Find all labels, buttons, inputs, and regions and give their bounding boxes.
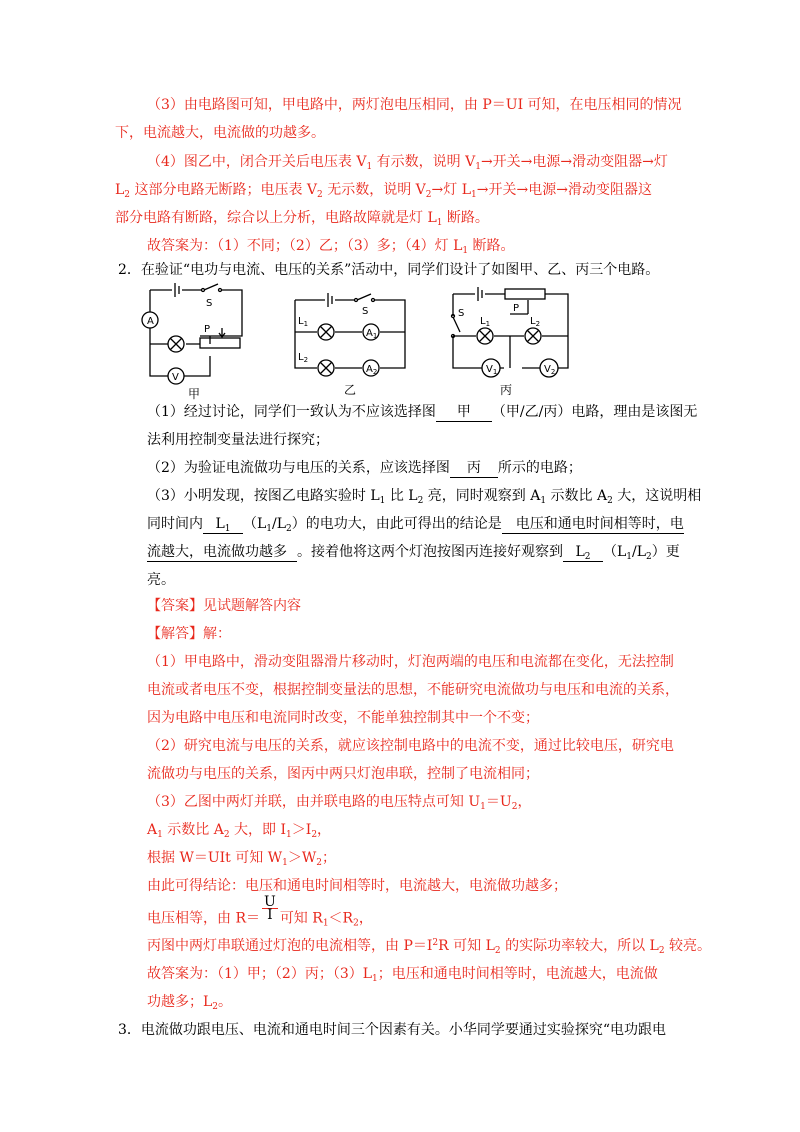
circuit-bing: [452, 287, 569, 397]
figure-label-yi: 乙: [344, 383, 357, 397]
solution-line: 流做功与电压的关系，图丙中两只灯泡串联，控制了电流相同；: [147, 766, 539, 782]
question-line: 流越大，电流做功越多 。接着他将这两个灯泡按图丙连接好观察到 $L_2$ $(L_1/L_2)$更: [147, 544, 680, 562]
answer-blank: $L_2$: [563, 543, 603, 562]
answer-tag: 【答案】见试题解答内容: [147, 598, 301, 614]
svg-text:P: P: [204, 324, 211, 335]
svg-text:V1: $V_1$: [486, 364, 498, 376]
solution-line: 下，电流越大，电流做的功越多。: [115, 125, 325, 141]
solution-line: 电压相等，由 R＝ $\frac{U}{I}$ 可知 $R_1<R_2$，: [147, 894, 373, 929]
solution-line: 由此可得结论：电压和通电时间相等时，电流越大，电流做功越多；: [147, 878, 567, 894]
circuit-jia: [142, 283, 242, 401]
solution-line: $A_1$ 示数比 $A_2$ 大，即 $I_1>I_2$，: [147, 822, 332, 840]
question-line: 亮。: [147, 572, 175, 588]
answer-line: 故答案为：（1）甲；（2）丙；$(3)L_1$；电压和通电时间相等时，电流越大，电流做: [147, 966, 658, 984]
solution-line: （3）由电路图可知，甲电路中，两灯泡电压相同，由 P＝UI 可知，在电压相同的情况: [147, 97, 682, 113]
svg-text:S: S: [206, 298, 213, 309]
answer-blank: 电压和通电时间相等时，电: [502, 515, 684, 534]
svg-text:V2: $V_2$: [544, 364, 556, 376]
solution-line: 丙图中两灯串联通过灯泡的电流相等，由 $P=I^2R$ 可知 $L_2$ 的实际功率较大，所以 $L_2$ 较亮。: [147, 938, 712, 956]
svg-text:L1: $L_1$: [480, 316, 491, 328]
svg-text:L2: $L_2$: [298, 352, 309, 364]
figure-label-bing: 丙: [500, 383, 513, 397]
circuit-figures: [130, 280, 590, 405]
answer-blank: 丙: [450, 459, 498, 478]
answer-line: 功越多；$L_2$。: [147, 994, 233, 1012]
solution-line: （2）研究电流与电压的关系，就应该控制电路中的电流不变，通过比较电压，研究电: [147, 738, 674, 754]
question-2-intro: 2．在验证“电功与电流、电压的关系”活动中，同学们设计了如图甲、乙、丙三个电路。: [118, 262, 660, 278]
svg-text:L1: $L_1$: [298, 316, 309, 328]
solution-line: 电流或者电压不变，根据控制变量法的思想，不能研究电流做功与电压和电流的关系，: [147, 682, 679, 698]
question-line: 法利用控制变量法进行探究；: [147, 432, 329, 448]
answer-line: 故答案为：（1）不同；（2）乙；（3）多；（4）灯 $L_1$ 断路。: [147, 238, 515, 256]
svg-text:A2: $A_2$: [366, 364, 378, 376]
svg-text:L2: $L_2$: [530, 316, 541, 328]
question-line: 同时间内 $L_1$ $(L_1/L_2)$的电功大，由此可得出的结论是 电压和通电时间相等时，电: [147, 516, 684, 534]
svg-text:S: S: [362, 306, 369, 317]
solution-line: （1）甲电路中，滑动变阻器滑片移动时，灯泡两端的电压和电流都在变化，无法控制: [147, 654, 674, 670]
solution-line: （3）乙图中两灯并联，由并联电路的电压特点可知 $U_1=U_2$，: [147, 794, 532, 812]
solution-line: 根据 W＝UIt 可知 $W_1>W_2$；: [147, 850, 336, 868]
solution-line: 部分电路有断路，综合以上分析，电路故障就是灯 $L_1$ 断路。: [115, 210, 489, 228]
solution-line: 因为电路中电压和电流同时改变，不能单独控制其中一个不变；: [147, 710, 539, 726]
voltmeter-label: V: [172, 372, 179, 383]
solution-line: $L_2$ 这部分电路无断路；电压表 $V_2$ 无示数，说明 $V_2\to$灯 $L_1\to$开关→电源→滑动变阻器这: [115, 182, 652, 200]
circuit-yi: [295, 293, 405, 397]
figure-label-jia: 甲: [188, 387, 201, 401]
fraction-u-over-i: $\frac{U}{I}$: [264, 894, 276, 923]
svg-text:S: S: [458, 308, 465, 319]
answer-blank: 甲: [436, 403, 492, 422]
ammeter-label: A: [147, 316, 154, 327]
question-line: （3）小明发现，按图乙电路实验时 $L_1$ 比 $L_2$ 亮，同时观察到 $A_1$ 示数比 $A_2$ 大，这说明相: [147, 488, 702, 506]
svg-text:A1: $A_1$: [366, 328, 378, 340]
question-line: （2）为验证电流做功与电压的关系，应该选择图 丙 所示的电路；: [147, 460, 582, 476]
solution-line: （4）图乙中，闭合开关后电压表 $V_1$ 有示数，说明 $V_1\to$开关→电源→滑动变阻器→灯: [147, 154, 668, 172]
answer-blank: 流越大，电流做功越多: [147, 543, 297, 562]
question-3-intro: 3．电流做功跟电压、电流和通电时间三个因素有关。小华同学要通过实验探究“电功跟电: [118, 1022, 667, 1038]
solution-tag: 【解答】解：: [147, 626, 231, 642]
question-line: （1）经过讨论，同学们一致认为不应该选择图 甲 （甲/乙/丙）电路，理由是该图无: [147, 404, 698, 420]
answer-blank: $L_1$: [203, 515, 243, 534]
svg-text:P: P: [513, 303, 520, 314]
